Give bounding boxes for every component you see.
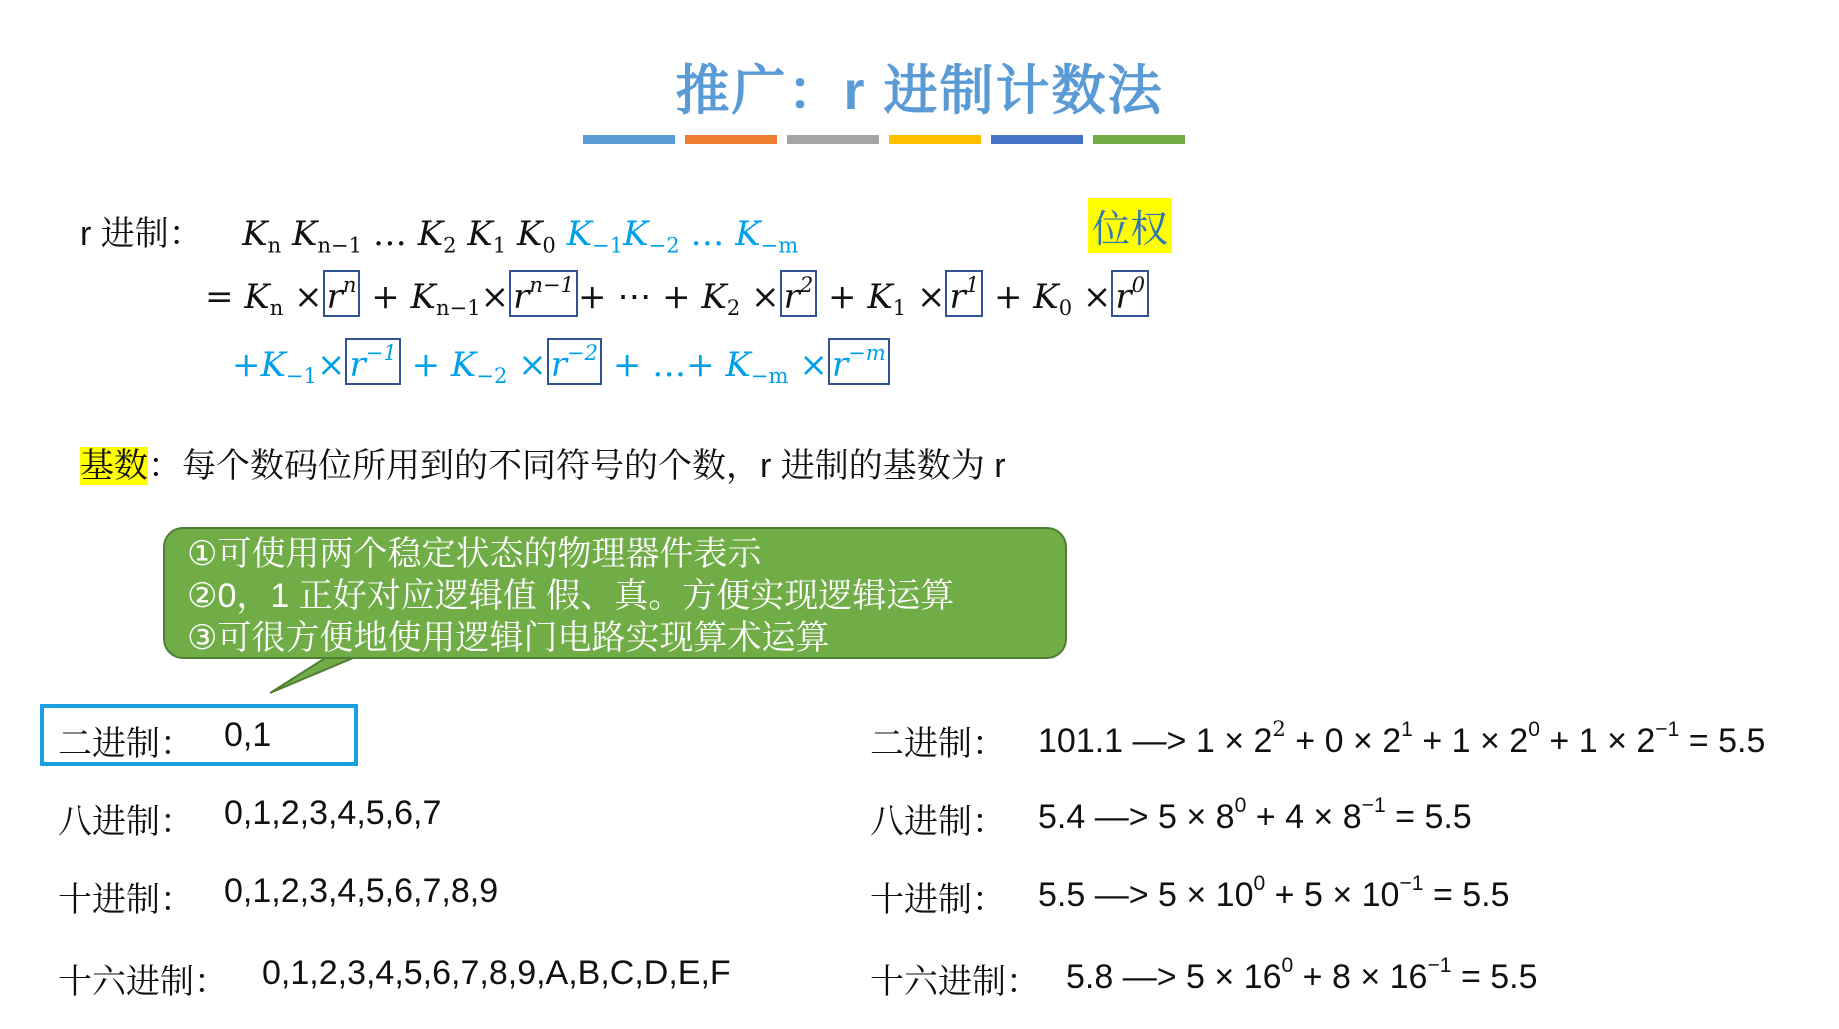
callout-line: ①可使用两个稳定状态的物理器件表示 [187, 535, 762, 573]
underline-bar [991, 135, 1083, 144]
underline-bar [583, 135, 675, 144]
digit-set-values: 0,1,2,3,4,5,6,7 [224, 794, 442, 832]
base-term: 基数 [80, 447, 148, 485]
example-label: 八进制： [870, 803, 1006, 841]
callout-line: ③可很方便地使用逻辑门电路实现算术运算 [187, 619, 830, 657]
example-label: 十六进制： [870, 963, 1040, 1001]
digit-set-row: 八进制： [58, 803, 194, 841]
weight-tag: 位权 [1088, 198, 1172, 253]
formula-line-2: = $K_n \times r^n + K_{n-1}\times r^{n-1}$ + ⋯ + $K_2 \times r^2 + K_1 \times r^1 + K_0 \times r^0$ [205, 270, 1149, 320]
base-definition [80, 438, 1006, 487]
example-expansion: 5.8 —> $5 \times 16^0 + 8 \times 16^{-1} = 5.5$ [1066, 954, 1538, 996]
slide-title: 推广：r 进制计数法 [675, 61, 1164, 121]
callout-box [163, 527, 1067, 659]
formula-line-3: $+K_{-1}\times r^{-1} + K_{-2} \times r^{-2}$ + …+ $K_{-m} \times r^{-m}$ [232, 338, 890, 388]
example-label: 十进制： [870, 881, 1006, 919]
digits-expression: $K_n$ $K_{n-1}$ … $K_2$ $K_1$ $K_0$ $K_{-1}K_{-2}$ … $K_{-m}$ [242, 214, 799, 258]
digit-set-row: 十六进制： [58, 963, 228, 1001]
example-expansion: 5.4 —> $5 \times 8^0 + 4 \times 8^{-1} = 5.5$ [1038, 794, 1472, 836]
formula-line-1 [80, 206, 798, 257]
underline-bar [1093, 135, 1185, 144]
digit-set-values: 0,1,2,3,4,5,6,7,8,9,A,B,C,D,E,F [262, 954, 731, 992]
underline-bar [787, 135, 879, 144]
example-label: 二进制： [870, 725, 1006, 763]
r-base-label: r 进制： [80, 215, 203, 253]
digit-set-row: 十进制： [58, 881, 194, 919]
digit-set-values: 0,1,2,3,4,5,6,7,8,9 [224, 872, 499, 910]
underline-bar [889, 135, 981, 144]
example-expansion: 5.5 —> $5 \times 10^0 + 5 \times 10^{-1} = 5.5$ [1038, 872, 1510, 914]
underline-bar [685, 135, 777, 144]
base-definition-text: ：每个数码位所用到的不同符号的个数，r 进制的基数为 r [148, 447, 1006, 485]
example-expansion: 101.1 —> $1 \times 2^2 + 0 \times 2^1 + 1 \times 2^0 + 1 \times 2^{-1} = 5.5$ [1038, 716, 1766, 760]
title-underline-bars [583, 135, 1185, 144]
digit-set-row: 二进制： [58, 725, 194, 763]
callout-tail [270, 655, 360, 695]
digit-set-values: 0,1 [224, 716, 272, 754]
callout-line: ②0，1 正好对应逻辑值 假、真。方便实现逻辑运算 [187, 577, 955, 615]
